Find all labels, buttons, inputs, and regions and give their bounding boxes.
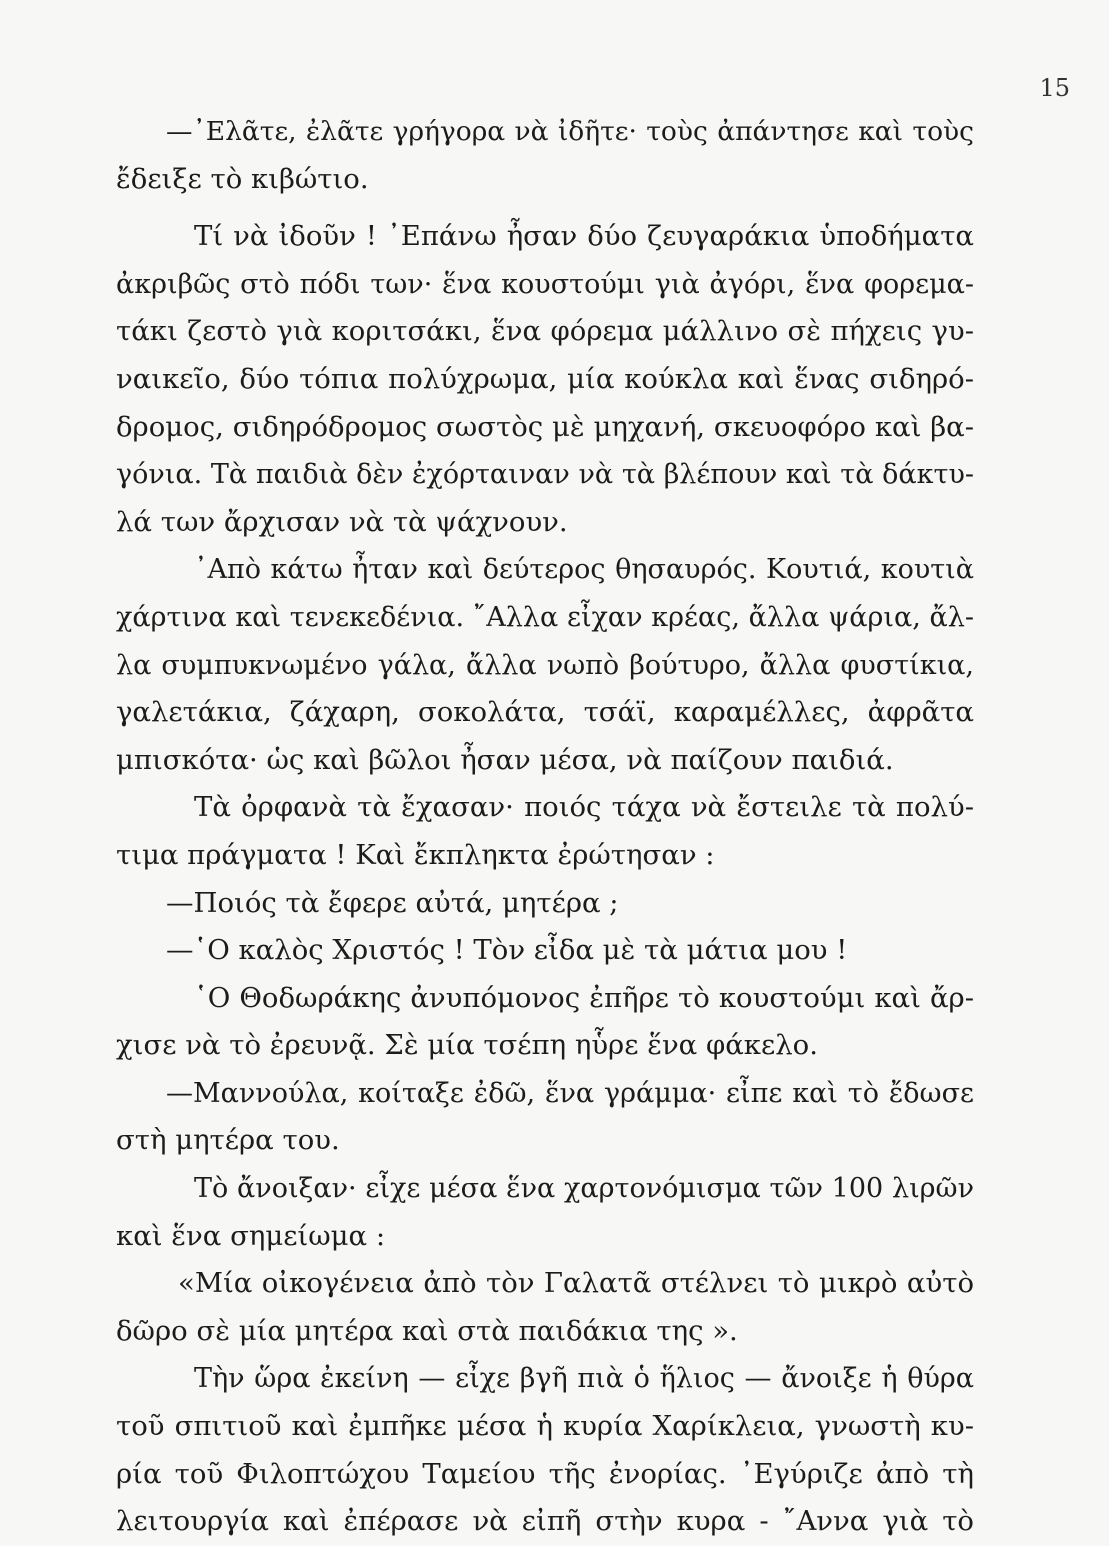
text-line: δρομος, σιδηρόδρομος σωστὸς μὲ μηχανή, σκευοφόρο καὶ βα- bbox=[116, 410, 974, 443]
text-line: —᾿Ελᾶτε, ἐλᾶτε γρήγορα νὰ ἰδῆτε· τοὺς ἀπάντησε καὶ τοὺς bbox=[166, 116, 974, 147]
text-line: γαλετάκια, ζάχαρη, σοκολάτα, τσάϊ, καραμέλλες, ἀφρᾶτα bbox=[116, 696, 974, 729]
text-line: ρία τοῦ Φιλοπτώχου Ταμείου τῆς ἐνορίας. ᾿Εγύριζε ἀπὸ τὴ bbox=[116, 1457, 974, 1490]
text-line: μπισκότα· ὡς καὶ βῶλοι ἦσαν μέσα, νὰ παίζουν παιδιά. bbox=[116, 743, 894, 776]
text-line: ναικεῖο, δύο τόπια πολύχρωμα, μία κούκλα καὶ ἕνας σιδηρό- bbox=[116, 362, 974, 395]
text-line: τοῦ σπιτιοῦ καὶ ἐμπῆκε μέσα ἡ κυρία Χαρίκλεια, γνωστὴ κυ- bbox=[116, 1410, 974, 1443]
text-line: «Μία οἰκογένεια ἀπὸ τὸν Γαλατᾶ στέλνει τὸ μικρὸ αὐτὸ bbox=[178, 1267, 974, 1300]
text-line: καὶ ἕνα σημείωμα : bbox=[116, 1219, 386, 1252]
text-line: χισε νὰ τὸ ἐρευνᾷ. Σὲ μία τσέπη ηὗρε ἕνα φάκελο. bbox=[116, 1029, 818, 1062]
text-line: γόνια. Τὰ παιδιὰ δὲν ἐχόρταιναν νὰ τὰ βλέπουν καὶ τὰ δάκτυ- bbox=[116, 459, 974, 491]
page-number: 15 bbox=[1039, 74, 1070, 102]
text-line: λά των ἄρχισαν νὰ τὰ ψάχνουν. bbox=[116, 505, 568, 538]
text-line: τάκι ζεστὸ γιὰ κοριτσάκι, ἕνα φόρεμα μάλλινο σὲ πήχεις γυ- bbox=[116, 315, 974, 348]
text-line: Τὴν ὥρα ἐκείνη — εἶχε βγῆ πιὰ ὁ ἥλιος — ἄνοιξε ἡ θύρα bbox=[194, 1363, 974, 1395]
text-line: ἀκριβῶς στὸ πόδι των· ἕνα κουστούμι γιὰ ἀγόρι, ἕνα φορεμα- bbox=[116, 268, 974, 300]
text-line: χάρτινα καὶ τενεκεδένια. ῎Αλλα εἶχαν κρέας, ἄλλα ψάρια, ἄλ- bbox=[116, 601, 974, 633]
text-line: Τί νὰ ἰδοῦν ! ᾿Επάνω ἦσαν δύο ζευγαράκια ὑποδήματα bbox=[194, 220, 974, 253]
text-line: Τὰ ὀρφανὰ τὰ ἔχασαν· ποιός τάχα νὰ ἔστειλε τὰ πολύ- bbox=[194, 791, 974, 824]
text-line: —῾Ο καλὸς Χριστός ! Τὸν εἶδα μὲ τὰ μάτια μου ! bbox=[166, 934, 848, 967]
text-line: —Μαννούλα, κοίταξε ἐδῶ, ἕνα γράμμα· εἶπε καὶ τὸ ἔδωσε bbox=[166, 1077, 974, 1109]
text-line: Τὸ ἄνοιξαν· εἶχε μέσα ἕνα χαρτονόμισμα τῶν 100 λιρῶν bbox=[194, 1173, 974, 1205]
text-line: λειτουργία καὶ ἐπέρασε νὰ εἰπῆ στὴν κυρα - ῎Αννα γιὰ τὸ bbox=[116, 1505, 974, 1538]
body-text bbox=[116, 108, 974, 1546]
text-line: τιμα πράγματα ! Καὶ ἔκπληκτα ἐρώτησαν : bbox=[116, 838, 715, 871]
text-line: δῶρο σὲ μία μητέρα καὶ στὰ παιδάκια της ». bbox=[116, 1314, 738, 1347]
text-line: στὴ μητέρα του. bbox=[116, 1124, 340, 1157]
text-line: ῾Ο Θοδωράκης ἀνυπόμονος ἐπῆρε τὸ κουστούμι καὶ ἄρ- bbox=[194, 981, 974, 1014]
text-line: λα συμπυκνωμένο γάλα, ἄλλα νωπὸ βούτυρο, ἄλλα φυστίκια, bbox=[116, 649, 974, 681]
text-line: ᾿Απὸ κάτω ἦταν καὶ δεύτερος θησαυρός. Κουτιά, κουτιὰ bbox=[194, 554, 974, 586]
text-line: —Ποιός τὰ ἔφερε αὐτά, μητέρα ; bbox=[166, 886, 619, 919]
text-line: ἔδειξε τὸ κιβώτιο. bbox=[116, 162, 369, 195]
